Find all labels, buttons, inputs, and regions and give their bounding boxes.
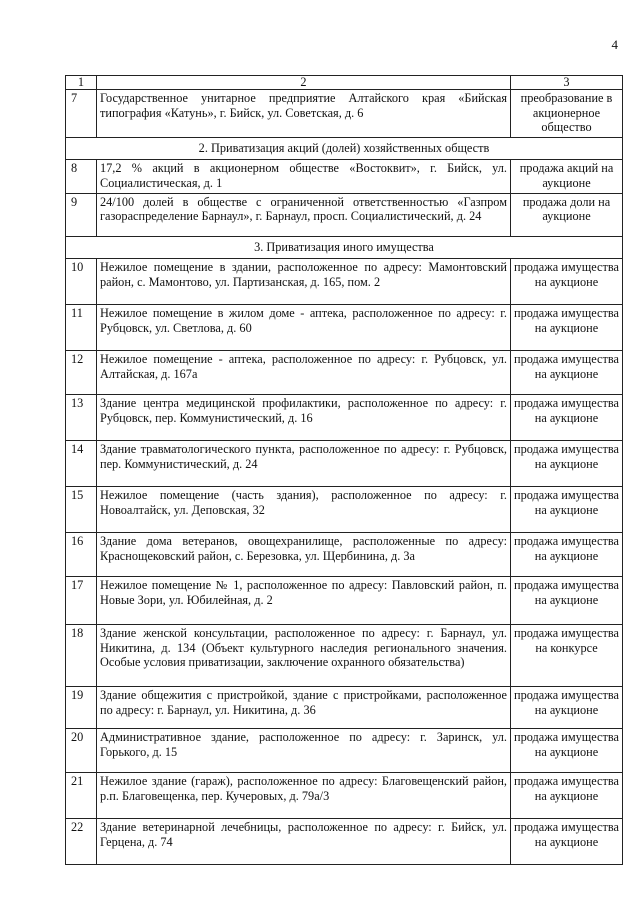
row-number: 11 <box>66 305 97 351</box>
property-description: Нежилое помещение - аптека, расположенное по адресу: г. Рубцовск, ул. Алтайская, д. 167а <box>97 351 511 395</box>
table-row <box>66 305 623 351</box>
property-description: Государственное унитарное предприятие Алтайского края «Бийская типография «Катунь», г. Бийск, ул. Советская, д. 6 <box>97 90 511 138</box>
table-body <box>66 90 623 865</box>
row-number: 8 <box>66 160 97 193</box>
privatization-method: продажа доли на аукционе <box>511 193 623 236</box>
privatization-method: преобразование в акционерное общество <box>511 90 623 138</box>
table-row <box>66 395 623 441</box>
table-header <box>66 76 623 90</box>
row-number: 20 <box>66 729 97 773</box>
privatization-method: продажа имущества на аукционе <box>511 305 623 351</box>
row-number: 14 <box>66 441 97 487</box>
property-description: Здание женской консультации, расположенное по адресу: г. Барнаул, ул. Никитина, д. 134 (Объект культурного наследия регионального значения. Особые условия приватизации, заключение охранного обязательства) <box>97 625 511 687</box>
privatization-method: продажа имущества на аукционе <box>511 259 623 305</box>
property-description: Нежилое помещение в жилом доме - аптека, расположенное по адресу: г. Рубцовск, ул. Светлова, д. 60 <box>97 305 511 351</box>
row-number: 17 <box>66 577 97 625</box>
property-description: Здание центра медицинской профилактики, расположенное по адресу: г. Рубцовск, пер. Коммунистический, д. 16 <box>97 395 511 441</box>
row-number: 13 <box>66 395 97 441</box>
table-row <box>66 193 623 236</box>
row-number: 10 <box>66 259 97 305</box>
section-title: 3. Приватизация иного имущества <box>66 236 623 259</box>
header-col-1: 1 <box>66 76 97 90</box>
property-description: Здание общежития с пристройкой, здание с пристройками, расположенное по адресу: г. Барнаул, ул. Никитина, д. 36 <box>97 687 511 729</box>
table-row <box>66 487 623 533</box>
property-description: Нежилое помещение в здании, расположенное по адресу: Мамонтовский район, с. Мамонтово, ул. Партизанская, д. 165, пом. 2 <box>97 259 511 305</box>
property-description: Здание ветеринарной лечебницы, расположенное по адресу: г. Бийск, ул. Герцена, д. 74 <box>97 819 511 865</box>
section-row <box>66 137 623 160</box>
header-col-2: 2 <box>97 76 511 90</box>
table-row <box>66 577 623 625</box>
property-description: Нежилое здание (гараж), расположенное по адресу: Благовещенский район, р.п. Благовещенка, пер. Кучеровых, д. 79а/3 <box>97 773 511 819</box>
privatization-method: продажа имущества на аукционе <box>511 351 623 395</box>
property-description: Нежилое помещение № 1, расположенное по адресу: Павловский район, п. Новые Зори, ул. Юбилейная, д. 2 <box>97 577 511 625</box>
table-row <box>66 625 623 687</box>
privatization-method: продажа имущества на аукционе <box>511 773 623 819</box>
table-row <box>66 259 623 305</box>
row-number: 21 <box>66 773 97 819</box>
table-row <box>66 773 623 819</box>
property-description: Здание травматологического пункта, расположенное по адресу: г. Рубцовск, пер. Коммунистический, д. 24 <box>97 441 511 487</box>
privatization-method: продажа имущества на аукционе <box>511 729 623 773</box>
privatization-method: продажа имущества на аукционе <box>511 687 623 729</box>
property-description: 24/100 долей в обществе с ограниченной ответственностью «Газпром газораспределение Барнаул», г. Барнаул, просп. Социалистический, д. 24 <box>97 193 511 236</box>
privatization-method: продажа имущества на аукционе <box>511 487 623 533</box>
privatization-method: продажа имущества на аукционе <box>511 577 623 625</box>
table-row <box>66 441 623 487</box>
section-row <box>66 236 623 259</box>
row-number: 12 <box>66 351 97 395</box>
row-number: 9 <box>66 193 97 236</box>
table-row <box>66 687 623 729</box>
privatization-method: продажа имущества на аукционе <box>511 819 623 865</box>
header-col-3: 3 <box>511 76 623 90</box>
property-description: 17,2 % акций в акционерном обществе «Востоквит», г. Бийск, ул. Социалистическая, д. 1 <box>97 160 511 193</box>
row-number: 19 <box>66 687 97 729</box>
header-row <box>66 76 623 90</box>
row-number: 15 <box>66 487 97 533</box>
table-row <box>66 533 623 577</box>
row-number: 18 <box>66 625 97 687</box>
row-number: 7 <box>66 90 97 138</box>
table-row <box>66 819 623 865</box>
page-number: 4 <box>611 37 618 52</box>
privatization-method: продажа имущества на аукционе <box>511 395 623 441</box>
table-row <box>66 351 623 395</box>
row-number: 16 <box>66 533 97 577</box>
privatization-method: продажа имущества на конкурсе <box>511 625 623 687</box>
table-row <box>66 729 623 773</box>
property-description: Здание дома ветеранов, овощехранилище, расположенные по адресу: Краснощековский район, с. Березовка, ул. Щербинина, д. 3а <box>97 533 511 577</box>
property-description: Нежилое помещение (часть здания), расположенное по адресу: г. Новоалтайск, ул. Деповская, 32 <box>97 487 511 533</box>
table-row <box>66 90 623 138</box>
privatization-table <box>65 75 623 865</box>
row-number: 22 <box>66 819 97 865</box>
privatization-method: продажа имущества на аукционе <box>511 441 623 487</box>
privatization-method: продажа имущества на аукционе <box>511 533 623 577</box>
privatization-method: продажа акций на аукционе <box>511 160 623 193</box>
table-row <box>66 160 623 193</box>
property-description: Административное здание, расположенное по адресу: г. Заринск, ул. Горького, д. 15 <box>97 729 511 773</box>
section-title: 2. Приватизация акций (долей) хозяйственных обществ <box>66 137 623 160</box>
